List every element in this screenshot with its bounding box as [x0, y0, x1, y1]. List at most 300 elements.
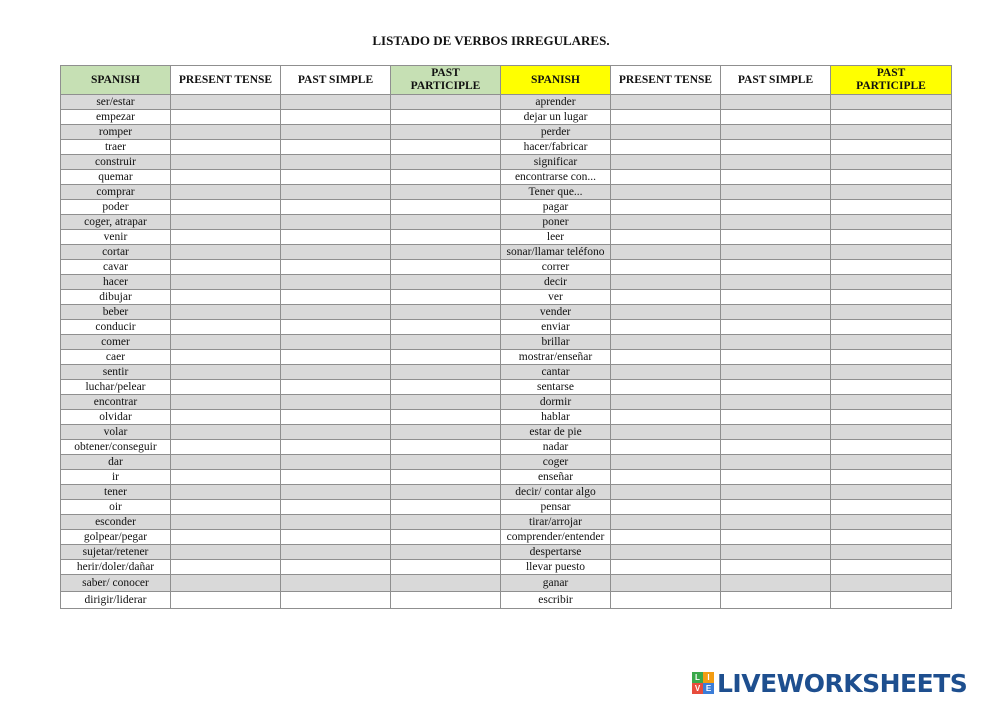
past-simple-cell[interactable] [721, 305, 831, 320]
past-participle-cell[interactable] [391, 425, 501, 440]
past-participle-cell[interactable] [391, 575, 501, 592]
past-simple-cell[interactable] [721, 425, 831, 440]
table-row [61, 365, 952, 380]
table-row [61, 230, 952, 245]
logo-icon-letter: L [692, 672, 703, 683]
past-simple-cell[interactable] [721, 560, 831, 575]
past-participle-cell[interactable] [391, 230, 501, 245]
past-simple-cell[interactable] [281, 185, 391, 200]
present-tense-cell[interactable] [611, 545, 721, 560]
past-participle-cell[interactable] [831, 305, 952, 320]
present-tense-cell[interactable] [171, 215, 281, 230]
logo-icon-letter: I [703, 672, 714, 683]
past-participle-cell[interactable] [831, 410, 952, 425]
present-tense-cell[interactable] [171, 455, 281, 470]
past-participle-cell[interactable] [831, 425, 952, 440]
past-simple-cell[interactable] [281, 275, 391, 290]
past-participle-cell[interactable] [391, 185, 501, 200]
past-participle-cell[interactable] [391, 245, 501, 260]
past-participle-cell[interactable] [391, 335, 501, 350]
present-tense-cell[interactable] [171, 350, 281, 365]
spanish-verb-left: comprar [61, 185, 171, 200]
past-simple-cell[interactable] [721, 245, 831, 260]
present-tense-cell[interactable] [611, 470, 721, 485]
present-tense-cell[interactable] [611, 575, 721, 592]
present-tense-cell[interactable] [611, 140, 721, 155]
past-simple-cell[interactable] [281, 305, 391, 320]
past-participle-cell[interactable] [831, 185, 952, 200]
present-tense-cell[interactable] [171, 395, 281, 410]
spanish-verb-left: esconder [61, 515, 171, 530]
past-simple-cell[interactable] [721, 215, 831, 230]
table-row [61, 95, 952, 110]
present-tense-cell[interactable] [171, 155, 281, 170]
present-tense-cell[interactable] [171, 425, 281, 440]
table-row [61, 140, 952, 155]
spanish-verb-left: cortar [61, 245, 171, 260]
spanish-verb-right: correr [501, 260, 611, 275]
past-simple-cell[interactable] [281, 290, 391, 305]
spanish-verb-left: traer [61, 140, 171, 155]
present-tense-cell[interactable] [611, 350, 721, 365]
present-tense-cell[interactable] [171, 140, 281, 155]
spanish-verb-left: conducir [61, 320, 171, 335]
past-simple-cell[interactable] [721, 470, 831, 485]
table-row [61, 275, 952, 290]
present-tense-cell[interactable] [171, 485, 281, 500]
spanish-verb-left: caer [61, 350, 171, 365]
past-participle-cell[interactable] [831, 320, 952, 335]
table-row [61, 592, 952, 609]
present-tense-cell[interactable] [611, 395, 721, 410]
spanish-verb-right: pensar [501, 500, 611, 515]
present-tense-cell[interactable] [171, 515, 281, 530]
spanish-verb-right: ver [501, 290, 611, 305]
past-simple-cell[interactable] [281, 260, 391, 275]
verbs-table [60, 65, 952, 609]
present-tense-cell[interactable] [171, 365, 281, 380]
past-participle-cell[interactable] [831, 485, 952, 500]
past-simple-cell[interactable] [721, 170, 831, 185]
header-row [61, 66, 952, 95]
header-past-simple-left: PAST SIMPLE [281, 66, 391, 95]
spanish-verb-left: sujetar/retener [61, 545, 171, 560]
present-tense-cell[interactable] [611, 125, 721, 140]
past-participle-cell[interactable] [831, 365, 952, 380]
past-participle-cell[interactable] [391, 380, 501, 395]
past-simple-cell[interactable] [281, 110, 391, 125]
present-tense-cell[interactable] [171, 275, 281, 290]
past-participle-cell[interactable] [831, 335, 952, 350]
past-simple-cell[interactable] [721, 200, 831, 215]
present-tense-cell[interactable] [171, 530, 281, 545]
present-tense-cell[interactable] [171, 560, 281, 575]
spanish-verb-left: dibujar [61, 290, 171, 305]
past-simple-cell[interactable] [721, 440, 831, 455]
spanish-verb-left: construir [61, 155, 171, 170]
past-participle-cell[interactable] [391, 485, 501, 500]
verbs-table-body [61, 95, 952, 609]
spanish-verb-left: volar [61, 425, 171, 440]
present-tense-cell[interactable] [611, 592, 721, 609]
past-simple-cell[interactable] [721, 140, 831, 155]
present-tense-cell[interactable] [171, 335, 281, 350]
past-participle-cell[interactable] [831, 245, 952, 260]
past-simple-cell[interactable] [281, 365, 391, 380]
spanish-verb-right: vender [501, 305, 611, 320]
spanish-verb-left: obtener/conseguir [61, 440, 171, 455]
present-tense-cell[interactable] [611, 110, 721, 125]
past-participle-cell[interactable] [831, 560, 952, 575]
present-tense-cell[interactable] [171, 110, 281, 125]
past-simple-cell[interactable] [721, 365, 831, 380]
spanish-verb-left: venir [61, 230, 171, 245]
table-row [61, 440, 952, 455]
spanish-verb-right: encontrarse con... [501, 170, 611, 185]
spanish-verb-right: decir [501, 275, 611, 290]
past-participle-cell[interactable] [391, 440, 501, 455]
table-row [61, 455, 952, 470]
past-participle-cell[interactable] [391, 170, 501, 185]
present-tense-cell[interactable] [611, 305, 721, 320]
past-participle-cell[interactable] [831, 455, 952, 470]
past-participle-cell[interactable] [831, 95, 952, 110]
past-simple-cell[interactable] [281, 500, 391, 515]
past-simple-cell[interactable] [281, 335, 391, 350]
past-simple-cell[interactable] [281, 200, 391, 215]
spanish-verb-right: leer [501, 230, 611, 245]
past-simple-cell[interactable] [281, 170, 391, 185]
past-participle-cell[interactable] [391, 320, 501, 335]
past-simple-cell[interactable] [721, 185, 831, 200]
past-simple-cell[interactable] [721, 350, 831, 365]
present-tense-cell[interactable] [171, 575, 281, 592]
present-tense-cell[interactable] [611, 455, 721, 470]
table-row [61, 515, 952, 530]
past-simple-cell[interactable] [721, 455, 831, 470]
past-simple-cell[interactable] [721, 290, 831, 305]
past-participle-cell[interactable] [391, 500, 501, 515]
past-participle-cell[interactable] [391, 365, 501, 380]
spanish-verb-right: coger [501, 455, 611, 470]
present-tense-cell[interactable] [171, 245, 281, 260]
spanish-verb-right: tirar/arrojar [501, 515, 611, 530]
past-simple-cell[interactable] [721, 395, 831, 410]
past-participle-cell[interactable] [391, 275, 501, 290]
past-participle-cell[interactable] [391, 545, 501, 560]
past-simple-cell[interactable] [721, 320, 831, 335]
past-participle-cell[interactable] [391, 305, 501, 320]
table-row [61, 185, 952, 200]
past-simple-cell[interactable] [281, 545, 391, 560]
past-participle-cell[interactable] [391, 592, 501, 609]
present-tense-cell[interactable] [171, 440, 281, 455]
past-simple-cell[interactable] [721, 500, 831, 515]
past-simple-cell[interactable] [281, 575, 391, 592]
spanish-verb-left: romper [61, 125, 171, 140]
spanish-verb-left: beber [61, 305, 171, 320]
past-simple-cell[interactable] [721, 545, 831, 560]
present-tense-cell[interactable] [611, 485, 721, 500]
past-participle-cell[interactable] [831, 260, 952, 275]
table-row [61, 395, 952, 410]
present-tense-cell[interactable] [611, 290, 721, 305]
spanish-verb-left: empezar [61, 110, 171, 125]
spanish-verb-left: comer [61, 335, 171, 350]
past-simple-cell[interactable] [721, 335, 831, 350]
table-row [61, 470, 952, 485]
present-tense-cell[interactable] [611, 440, 721, 455]
past-simple-cell[interactable] [281, 95, 391, 110]
past-participle-cell[interactable] [391, 140, 501, 155]
present-tense-cell[interactable] [171, 545, 281, 560]
table-row [61, 425, 952, 440]
past-participle-cell[interactable] [391, 155, 501, 170]
past-simple-cell[interactable] [721, 260, 831, 275]
header-present-right: PRESENT TENSE [611, 66, 721, 95]
spanish-verb-right: despertarse [501, 545, 611, 560]
table-row [61, 170, 952, 185]
past-participle-cell[interactable] [831, 155, 952, 170]
present-tense-cell[interactable] [611, 530, 721, 545]
logo-text: LIVEWORKSHEETS [717, 668, 968, 698]
present-tense-cell[interactable] [171, 305, 281, 320]
past-participle-cell[interactable] [831, 545, 952, 560]
table-row [61, 545, 952, 560]
table-row [61, 260, 952, 275]
spanish-verb-left: oir [61, 500, 171, 515]
past-simple-cell[interactable] [721, 155, 831, 170]
past-simple-cell[interactable] [281, 140, 391, 155]
past-simple-cell[interactable] [281, 245, 391, 260]
page-title: LISTADO DE VERBOS IRREGULARES. [372, 33, 610, 48]
table-row [61, 575, 952, 592]
spanish-verb-right: hablar [501, 410, 611, 425]
past-simple-cell[interactable] [281, 395, 391, 410]
present-tense-cell[interactable] [171, 500, 281, 515]
past-participle-cell[interactable] [831, 470, 952, 485]
header-present-left: PRESENT TENSE [171, 66, 281, 95]
present-tense-cell[interactable] [171, 260, 281, 275]
past-participle-cell[interactable] [831, 200, 952, 215]
spanish-verb-right: estar de pie [501, 425, 611, 440]
present-tense-cell[interactable] [611, 500, 721, 515]
past-simple-cell[interactable] [281, 215, 391, 230]
past-simple-cell[interactable] [281, 440, 391, 455]
past-participle-cell[interactable] [391, 410, 501, 425]
past-participle-cell[interactable] [831, 230, 952, 245]
spanish-verb-right: perder [501, 125, 611, 140]
table-row [61, 215, 952, 230]
past-simple-cell[interactable] [721, 485, 831, 500]
table-row [61, 245, 952, 260]
table-row [61, 335, 952, 350]
present-tense-cell[interactable] [171, 95, 281, 110]
header-past-participle-left: PAST PARTICIPLE [391, 66, 501, 95]
past-simple-cell[interactable] [721, 592, 831, 609]
past-simple-cell[interactable] [281, 125, 391, 140]
past-simple-cell[interactable] [721, 110, 831, 125]
past-simple-cell[interactable] [721, 380, 831, 395]
spanish-verb-right: cantar [501, 365, 611, 380]
past-participle-cell[interactable] [391, 560, 501, 575]
spanish-verb-right: sentarse [501, 380, 611, 395]
spanish-verb-right: brillar [501, 335, 611, 350]
present-tense-cell[interactable] [611, 215, 721, 230]
logo-icon-letter: V [692, 683, 703, 694]
table-row [61, 380, 952, 395]
spanish-verb-left: golpear/pegar [61, 530, 171, 545]
present-tense-cell[interactable] [171, 230, 281, 245]
past-simple-cell[interactable] [721, 95, 831, 110]
past-simple-cell[interactable] [281, 515, 391, 530]
present-tense-cell[interactable] [171, 320, 281, 335]
past-simple-cell[interactable] [281, 425, 391, 440]
header-spanish-right: SPANISH [501, 66, 611, 95]
past-participle-cell[interactable] [831, 170, 952, 185]
past-participle-cell[interactable] [831, 380, 952, 395]
present-tense-cell[interactable] [611, 410, 721, 425]
past-simple-cell[interactable] [281, 530, 391, 545]
past-participle-cell[interactable] [831, 395, 952, 410]
past-participle-cell[interactable] [391, 215, 501, 230]
present-tense-cell[interactable] [171, 185, 281, 200]
past-participle-cell[interactable] [831, 592, 952, 609]
present-tense-cell[interactable] [171, 592, 281, 609]
past-simple-cell[interactable] [721, 530, 831, 545]
present-tense-cell[interactable] [611, 170, 721, 185]
past-participle-cell[interactable] [831, 515, 952, 530]
past-simple-cell[interactable] [281, 470, 391, 485]
past-simple-cell[interactable] [721, 230, 831, 245]
past-simple-cell[interactable] [281, 230, 391, 245]
past-simple-cell[interactable] [721, 515, 831, 530]
past-simple-cell[interactable] [281, 155, 391, 170]
spanish-verb-right: hacer/fabricar [501, 140, 611, 155]
past-participle-cell[interactable] [391, 95, 501, 110]
past-simple-cell[interactable] [281, 380, 391, 395]
header-past-simple-right: PAST SIMPLE [721, 66, 831, 95]
past-participle-cell[interactable] [391, 470, 501, 485]
table-row [61, 125, 952, 140]
present-tense-cell[interactable] [611, 335, 721, 350]
spanish-verb-right: mostrar/enseñar [501, 350, 611, 365]
present-tense-cell[interactable] [611, 245, 721, 260]
past-participle-cell[interactable] [391, 290, 501, 305]
past-simple-cell[interactable] [281, 485, 391, 500]
table-row [61, 110, 952, 125]
present-tense-cell[interactable] [171, 290, 281, 305]
liveworksheets-logo-icon [692, 672, 714, 694]
present-tense-cell[interactable] [171, 170, 281, 185]
header-spanish-left: SPANISH [61, 66, 171, 95]
present-tense-cell[interactable] [171, 380, 281, 395]
past-participle-cell[interactable] [391, 110, 501, 125]
past-participle-cell[interactable] [831, 110, 952, 125]
present-tense-cell[interactable] [611, 200, 721, 215]
present-tense-cell[interactable] [611, 425, 721, 440]
past-simple-cell[interactable] [281, 350, 391, 365]
table-row [61, 350, 952, 365]
past-participle-cell[interactable] [391, 530, 501, 545]
past-participle-cell[interactable] [391, 125, 501, 140]
present-tense-cell[interactable] [611, 515, 721, 530]
past-simple-cell[interactable] [281, 455, 391, 470]
spanish-verb-right: ganar [501, 575, 611, 592]
spanish-verb-right: llevar puesto [501, 560, 611, 575]
spanish-verb-left: olvidar [61, 410, 171, 425]
present-tense-cell[interactable] [611, 560, 721, 575]
past-participle-cell[interactable] [831, 215, 952, 230]
spanish-verb-left: hacer [61, 275, 171, 290]
past-participle-cell[interactable] [831, 350, 952, 365]
spanish-verb-right: pagar [501, 200, 611, 215]
spanish-verb-right: aprender [501, 95, 611, 110]
present-tense-cell[interactable] [171, 470, 281, 485]
present-tense-cell[interactable] [611, 95, 721, 110]
present-tense-cell[interactable] [611, 155, 721, 170]
past-simple-cell[interactable] [721, 125, 831, 140]
past-participle-cell[interactable] [831, 275, 952, 290]
past-participle-cell[interactable] [831, 575, 952, 592]
past-participle-cell[interactable] [391, 515, 501, 530]
spanish-verb-left: dirigir/liderar [61, 592, 171, 609]
present-tense-cell[interactable] [171, 410, 281, 425]
present-tense-cell[interactable] [611, 275, 721, 290]
spanish-verb-right: decir/ contar algo [501, 485, 611, 500]
past-participle-cell[interactable] [831, 500, 952, 515]
past-participle-cell[interactable] [831, 440, 952, 455]
past-participle-cell[interactable] [391, 350, 501, 365]
header-past-participle-right: PAST PARTICIPLE [831, 66, 952, 95]
present-tense-cell[interactable] [611, 365, 721, 380]
table-row [61, 320, 952, 335]
present-tense-cell[interactable] [611, 260, 721, 275]
spanish-verb-left: saber/ conocer [61, 575, 171, 592]
past-participle-cell[interactable] [831, 140, 952, 155]
past-participle-cell[interactable] [831, 530, 952, 545]
past-participle-cell[interactable] [391, 395, 501, 410]
present-tense-cell[interactable] [611, 230, 721, 245]
spanish-verb-left: dar [61, 455, 171, 470]
present-tense-cell[interactable] [611, 320, 721, 335]
liveworksheets-logo [692, 668, 967, 698]
present-tense-cell[interactable] [611, 380, 721, 395]
present-tense-cell[interactable] [611, 185, 721, 200]
past-participle-cell[interactable] [831, 125, 952, 140]
past-simple-cell[interactable] [281, 592, 391, 609]
table-row [61, 410, 952, 425]
past-participle-cell[interactable] [831, 290, 952, 305]
past-simple-cell[interactable] [281, 320, 391, 335]
spanish-verb-right: enviar [501, 320, 611, 335]
spanish-verb-left: ser/estar [61, 95, 171, 110]
present-tense-cell[interactable] [171, 125, 281, 140]
spanish-verb-left: quemar [61, 170, 171, 185]
spanish-verb-right: comprender/entender [501, 530, 611, 545]
past-simple-cell[interactable] [281, 560, 391, 575]
past-participle-cell[interactable] [391, 455, 501, 470]
table-row [61, 290, 952, 305]
past-simple-cell[interactable] [721, 575, 831, 592]
past-simple-cell[interactable] [721, 275, 831, 290]
table-row [61, 485, 952, 500]
past-simple-cell[interactable] [721, 410, 831, 425]
past-participle-cell[interactable] [391, 200, 501, 215]
past-participle-cell[interactable] [391, 260, 501, 275]
present-tense-cell[interactable] [171, 200, 281, 215]
past-simple-cell[interactable] [281, 410, 391, 425]
